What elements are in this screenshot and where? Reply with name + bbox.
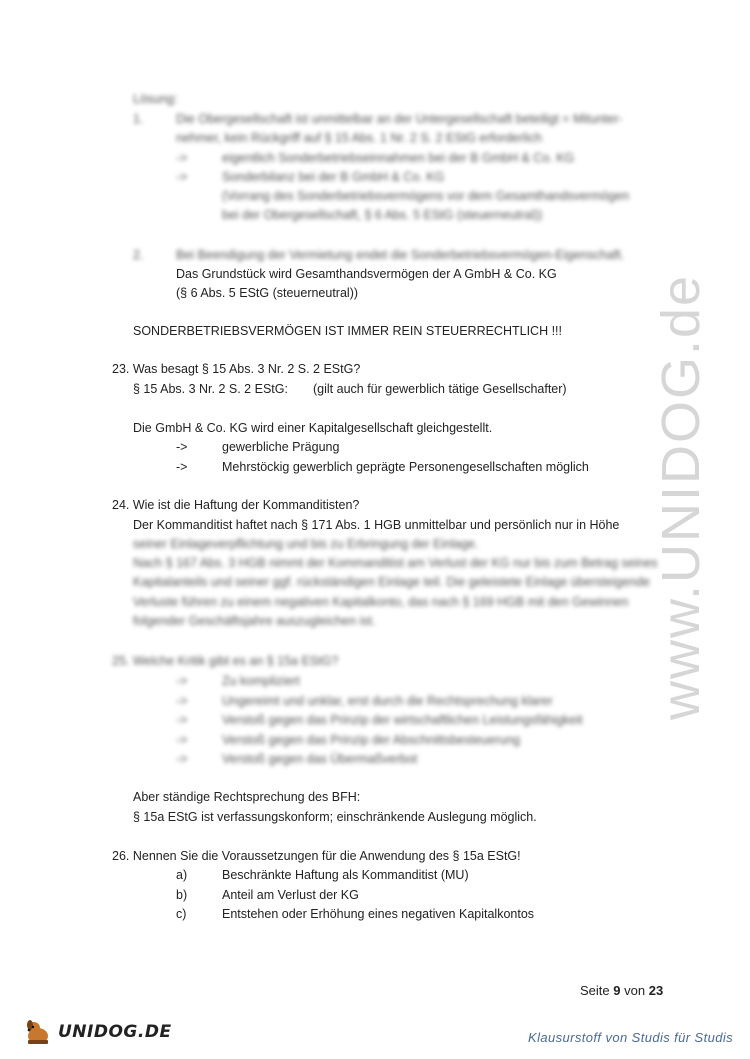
arrow-marker: ->	[176, 151, 188, 165]
text-line: Der Kommanditist haftet nach § 171 Abs. 1 HGB unmittelbar und persönlich nur in Höhe	[133, 518, 620, 532]
blurred-line: Verluste führen zu einem negativen Kapitalkonto, das nach § 169 HGB mit den Gewinnen	[133, 595, 629, 609]
blurred-line: Kapitalanteils und seiner ggf. rückständigen Einlage teil. Die geleistete Einlage übersteigende	[133, 575, 651, 589]
blurred-line: eigentlich Sonderbetriebseinnahmen bei der B GmbH & Co. KG	[222, 151, 575, 165]
text-line: Das Grundstück wird Gesamthandsvermögen der A GmbH & Co. KG	[176, 267, 557, 281]
watermark: www.UNIDOG.de	[651, 273, 711, 720]
list-item: Beschränkte Haftung als Kommanditist (MU)	[222, 868, 469, 882]
list-item: Ungereimt und unklar, erst durch die Rechtsprechung klarer	[222, 694, 553, 708]
text-line: § 15a EStG ist verfassungskonform; einschränkende Auslegung möglich.	[133, 810, 537, 824]
question-26-title: 26. Nennen Sie die Voraussetzungen für die Anwendung des § 15a EStG!	[112, 849, 521, 863]
text-line: Die GmbH & Co. KG wird einer Kapitalgesellschaft gleichgestellt.	[133, 421, 493, 435]
question-24-title: 24. Wie ist die Haftung der Kommanditisten?	[112, 498, 360, 512]
sbv-note: SONDERBETRIEBSVERMÖGEN IST IMMER REIN STEUERRECHTLICH !!!	[133, 324, 562, 338]
unidog-logo	[22, 1018, 172, 1046]
legal-reference-note: (gilt auch für gewerblich tätige Gesellschafter)	[313, 382, 567, 396]
blurred-line: (Vorrang des Sonderbetriebsvermögens vor dem Gesamthandsvermögen	[222, 189, 630, 203]
page-number: Seite 9 von 23	[580, 983, 664, 998]
question-25-title: 25. Welche Kritik gibt es an § 15a EStG?	[112, 654, 339, 668]
list-item: Entstehen oder Erhöhung eines negativen Kapitalkontos	[222, 907, 535, 921]
blurred-line: nehmer, kein Rückgriff auf § 15 Abs. 1 Nr. 2 S. 2 EStG erforderlich	[176, 131, 542, 145]
blurred-line: seiner Einlageverpflichtung und bis zu Erbringung der Einlage.	[133, 537, 479, 551]
legal-reference: § 15 Abs. 3 Nr. 2 S. 2 EStG:	[133, 382, 288, 396]
list-item: Anteil am Verlust der KG	[222, 888, 359, 902]
item-number: 1.	[133, 112, 144, 126]
arrow-marker: ->	[176, 694, 188, 708]
text-line: Aber ständige Rechtsprechung des BFH:	[133, 790, 361, 804]
list-item: Zu kompliziert	[222, 674, 300, 688]
dog-icon	[22, 1018, 54, 1046]
list-item: Verstoß gegen das Prinzip der wirtschaftlichen Leistungsfähigkeit	[222, 713, 583, 727]
arrow-marker: ->	[176, 460, 188, 474]
blurred-line: folgender Geschäftsjahre auszugleichen ist.	[133, 614, 376, 628]
item-number: 2.	[133, 248, 144, 262]
logo-text: UNIDOG.DE	[58, 1022, 172, 1042]
blurred-line: bei der Obergesellschaft, § 6 Abs. 5 EStG (steuerneutral))	[222, 208, 543, 222]
list-item: Verstoß gegen das Prinzip der Abschnittsbesteuerung	[222, 733, 521, 747]
list-label: c)	[176, 907, 187, 921]
list-label: b)	[176, 888, 188, 902]
blurred-line: Sonderbilanz bei der B GmbH & Co. KG	[222, 170, 445, 184]
blurred-line: Bei Beendigung der Vermietung endet die Sonderbetriebsvermögen-Eigenschaft.	[176, 248, 625, 262]
text-line: (§ 6 Abs. 5 EStG (steuerneutral))	[176, 286, 359, 300]
arrow-marker: ->	[176, 170, 188, 184]
list-label: a)	[176, 868, 188, 882]
text-line: gewerbliche Prägung	[222, 440, 340, 454]
tagline: Klausurstoff von Studis für Studis	[528, 1030, 734, 1045]
blurred-line: Die Obergesellschaft ist unmittelbar an der Untergesellschaft beteiligt = Mitunter-	[176, 112, 623, 126]
list-item: Verstoß gegen das Übermaßverbot	[222, 752, 418, 766]
arrow-marker: ->	[176, 440, 188, 454]
arrow-marker: ->	[176, 752, 188, 766]
arrow-marker: ->	[176, 674, 188, 688]
question-23-title: 23. Was besagt § 15 Abs. 3 Nr. 2 S. 2 EStG?	[112, 362, 361, 376]
arrow-marker: ->	[176, 733, 188, 747]
solution-label: Lösung:	[133, 92, 178, 106]
text-line: Mehrstöckig gewerblich geprägte Personengesellschaften möglich	[222, 460, 589, 474]
arrow-marker: ->	[176, 713, 188, 727]
blurred-line: Nach § 167 Abs. 3 HGB nimmt der Kommanditist am Verlust der KG nur bis zum Betrag seines	[133, 556, 658, 570]
